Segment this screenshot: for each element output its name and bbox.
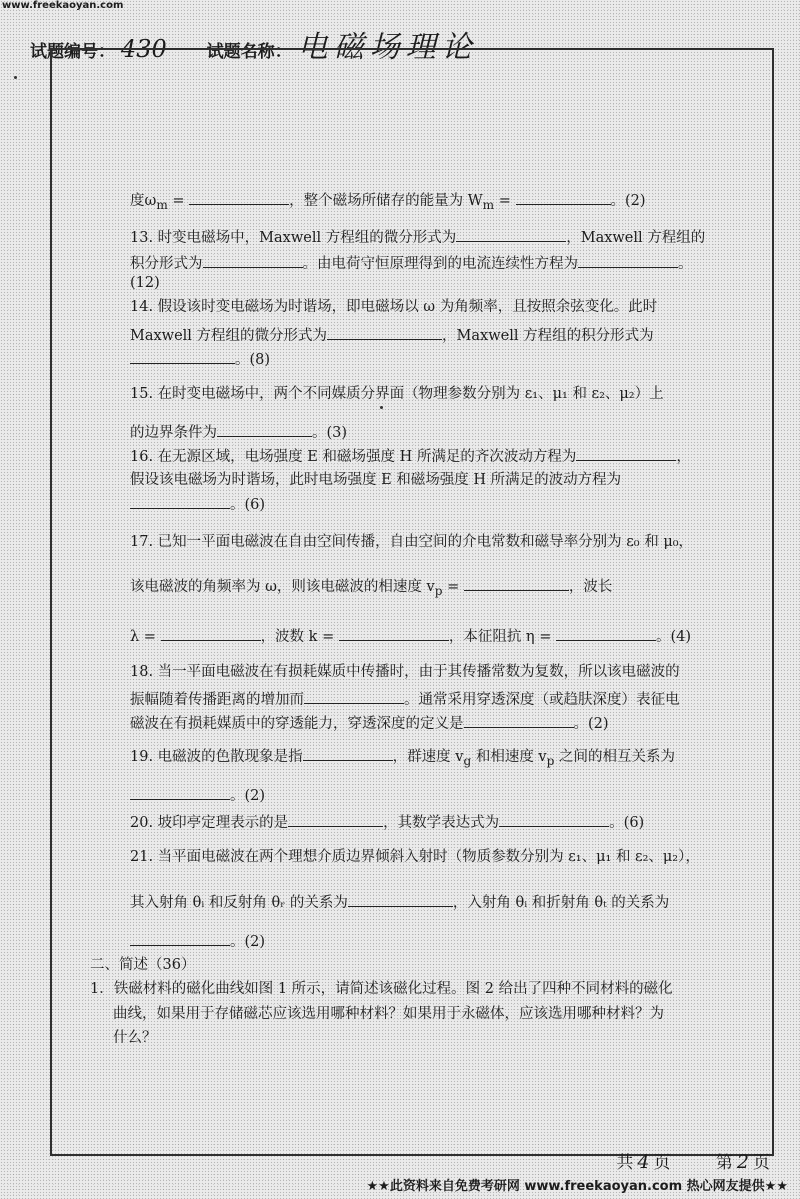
question-line: λ = ，波数 k = ，本征阻抗 η = 。(4) xyxy=(130,626,691,646)
answer-blank[interactable] xyxy=(464,713,574,728)
question-15: 15. 在时变电磁场中，两个不同媒质分界面（物理参数分别为 ε₁、μ₁ 和 ε₂、μ₂）上 xyxy=(130,386,664,402)
question-line: 积分形式为 。由电荷守恒原理得到的电流连续性方程为 。 xyxy=(130,253,693,273)
answer-blank[interactable] xyxy=(556,626,656,641)
answer-blank[interactable] xyxy=(130,349,235,364)
watermark-top: www.freekaoyan.com xyxy=(2,0,124,11)
exam-name-label: 试题名称： xyxy=(206,42,292,62)
question-line: 。(6) xyxy=(130,494,265,514)
question-20: 20. 坡印亭定理表示的是 ，其数学表达式为 。(6) xyxy=(130,812,644,832)
answer-blank[interactable] xyxy=(578,253,678,268)
question-16: 16. 在无源区域，电场强度 E 和磁场强度 H 所满足的齐次波动方程为 ， xyxy=(130,446,691,466)
question-line: 曲线，如果用于存储磁芯应该选用哪种材料？如果用于永磁体，应该选用哪种材料？为 xyxy=(113,1006,664,1022)
question-line: 振幅随着传播距离的增加而 。通常采用穿透深度（或趋肤深度）表征电 xyxy=(130,689,680,709)
question-line: 。(8) xyxy=(130,349,270,369)
answer-blank[interactable] xyxy=(288,812,383,827)
exam-name-value: 电磁场理论 xyxy=(297,30,478,65)
exam-code-value: 430 xyxy=(120,35,167,63)
answer-blank[interactable] xyxy=(456,227,566,242)
question-line: 什么？ xyxy=(113,1030,157,1046)
answer-blank[interactable] xyxy=(303,746,393,761)
question-18: 18. 当一平面电磁波在有损耗媒质中传播时，由于其传播常数为复数，所以该电磁波的 xyxy=(130,664,680,680)
score-note: (12) xyxy=(130,275,160,291)
essay-question-1: 1．铁磁材料的磁化曲线如图 1 所示，请简述该磁化过程。图 2 给出了四种不同材料的磁化 xyxy=(90,981,673,997)
answer-blank[interactable] xyxy=(576,446,676,461)
question-line: 的边界条件为 。(3) xyxy=(130,422,347,442)
answer-blank[interactable] xyxy=(339,626,449,641)
answer-blank[interactable] xyxy=(516,190,611,205)
section-heading: 二、简述（36） xyxy=(90,957,196,973)
question-19: 19. 电磁波的色散现象是指 ，群速度 $v_g$ 和相速度 $v_p$ 之间的相互关系为 xyxy=(130,746,675,770)
answer-blank[interactable] xyxy=(304,689,404,704)
answer-blank[interactable] xyxy=(130,785,230,800)
answer-blank[interactable] xyxy=(130,931,230,946)
question-line: 。(2) xyxy=(130,931,265,951)
answer-blank[interactable] xyxy=(130,494,230,509)
speck xyxy=(14,76,17,79)
watermark-bottom: ★★此资料来自免费考研网 www.freekaoyan.com 热心网友提供★★ xyxy=(366,1179,788,1194)
speck xyxy=(380,406,383,409)
answer-blank[interactable] xyxy=(161,626,261,641)
page-number: 共 4 页 第 2 页 xyxy=(616,1151,770,1173)
answer-blank[interactable] xyxy=(189,190,289,205)
question-line: 度$\omega_m$ = ，整个磁场所储存的能量为 $W_m$ = 。(2) xyxy=(130,190,646,214)
answer-blank[interactable] xyxy=(348,892,453,907)
answer-blank[interactable] xyxy=(464,576,569,591)
question-line: 该电磁波的角频率为 ω，则该电磁波的相速度 $v_p$ = ，波长 xyxy=(130,576,612,600)
answer-blank[interactable] xyxy=(327,325,442,340)
question-line: 磁波在有损耗媒质中的穿透能力，穿透深度的定义是 。(2) xyxy=(130,713,609,733)
question-17: 17. 已知一平面电磁波在自由空间传播，自由空间的介电常数和磁导率分别为 ε₀ 和 μ₀， xyxy=(130,534,694,550)
question-line: 。(2) xyxy=(130,785,265,805)
question-21: 21. 当平面电磁波在两个理想介质边界倾斜入射时（物质参数分别为 ε₁、μ₁ 和 ε₂、μ₂）， xyxy=(130,849,700,865)
question-14: 14. 假设该时变电磁场为时谐场，即电磁场以 ω 为角频率，且按照余弦变化。此时 xyxy=(130,299,658,315)
question-line: 其入射角 θᵢ 和反射角 θᵣ 的关系为 ，入射角 θᵢ 和折射角 θₜ 的关系为 xyxy=(130,892,669,912)
question-line: 假设该电磁场为时谐场，此时电场强度 E 和磁场强度 H 所满足的波动方程为 xyxy=(130,472,622,488)
question-line: Maxwell 方程组的微分形式为 ，Maxwell 方程组的积分形式为 xyxy=(130,325,654,345)
answer-blank[interactable] xyxy=(499,812,609,827)
answer-blank[interactable] xyxy=(217,422,312,437)
exam-code-label: 试题编号： xyxy=(30,42,115,62)
answer-blank[interactable] xyxy=(203,253,303,268)
question-13: 13. 时变电磁场中，Maxwell 方程组的微分形式为 ，Maxwell 方程组的 xyxy=(130,227,705,247)
